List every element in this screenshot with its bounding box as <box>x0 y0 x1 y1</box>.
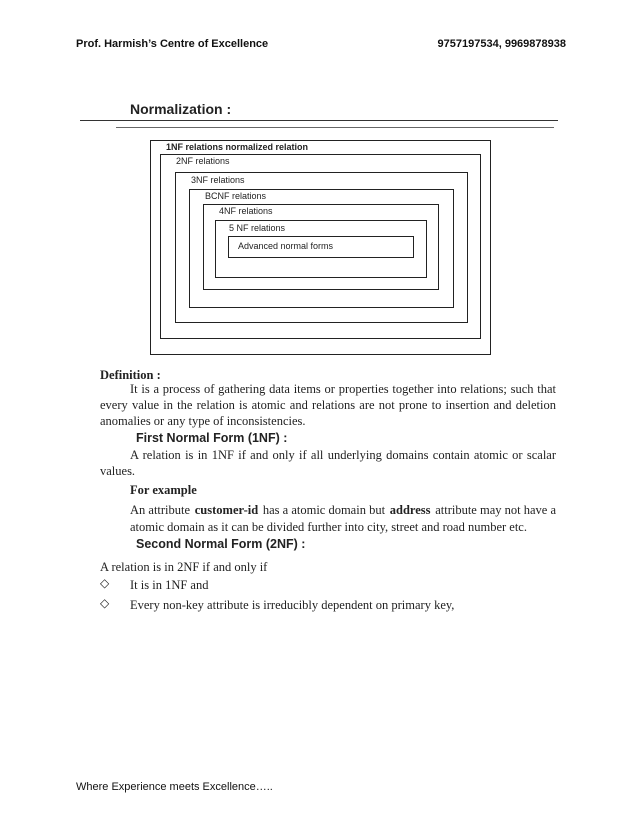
example-line-2: atomic domain as it can be divided further into city, street and road number etc. <box>130 520 527 534</box>
label-2nf: 2NF relations <box>176 156 230 166</box>
page-title: Normalization : <box>130 101 232 117</box>
second-nf-heading: Second Normal Form (2NF) : <box>136 537 306 551</box>
example-text-a: An attribute <box>130 503 191 517</box>
first-nf-heading: First Normal Form (1NF) : <box>136 431 288 445</box>
label-1nf: 1NF relations normalized relation <box>166 142 309 152</box>
example-line-1 <box>130 501 556 519</box>
label-bcnf: BCNF relations <box>205 191 267 201</box>
definition-line-1: It is a process of gathering data items or properties together into relations; such that <box>130 382 556 396</box>
header-left: Prof. Harmish’s Centre of Excellence <box>76 38 269 50</box>
example-term-customer-id: customer-id <box>194 503 259 517</box>
diamond-bullet-icon: ◇ <box>100 596 110 610</box>
example-text-c: has a atomic domain but <box>262 503 386 517</box>
example-heading: For example <box>130 483 197 497</box>
label-4nf: 4NF relations <box>219 206 273 216</box>
first-nf-line-2: values. <box>100 464 136 478</box>
header-phone: 9757197534, 9969878938 <box>437 38 566 50</box>
label-5nf: 5 NF relations <box>229 223 286 233</box>
title-rule-secondary <box>116 127 554 128</box>
second-nf-bullet-1: It is in 1NF and <box>130 578 209 592</box>
title-rule <box>80 120 558 121</box>
footer-tagline: Where Experience meets Excellence….. <box>76 781 273 793</box>
second-nf-bullet-2: Every non-key attribute is irreducibly dependent on primary key, <box>130 598 455 612</box>
definition-line-2: every value in the relation is atomic and relations are not prone to insertion and deletion <box>100 398 556 412</box>
diamond-bullet-icon: ◇ <box>100 576 110 590</box>
example-text-e: attribute may not have a <box>435 503 556 517</box>
example-term-address: address <box>389 503 431 517</box>
label-3nf: 3NF relations <box>191 175 245 185</box>
second-nf-intro: A relation is in 2NF if and only if <box>100 560 268 574</box>
definition-line-3: anomalies or any type of inconsistencies. <box>100 414 306 428</box>
first-nf-line-1: A relation is in 1NF if and only if all underlying domains contain atomic or scalar <box>130 448 556 462</box>
definition-heading: Definition : <box>100 368 161 382</box>
label-advanced: Advanced normal forms <box>238 241 334 251</box>
